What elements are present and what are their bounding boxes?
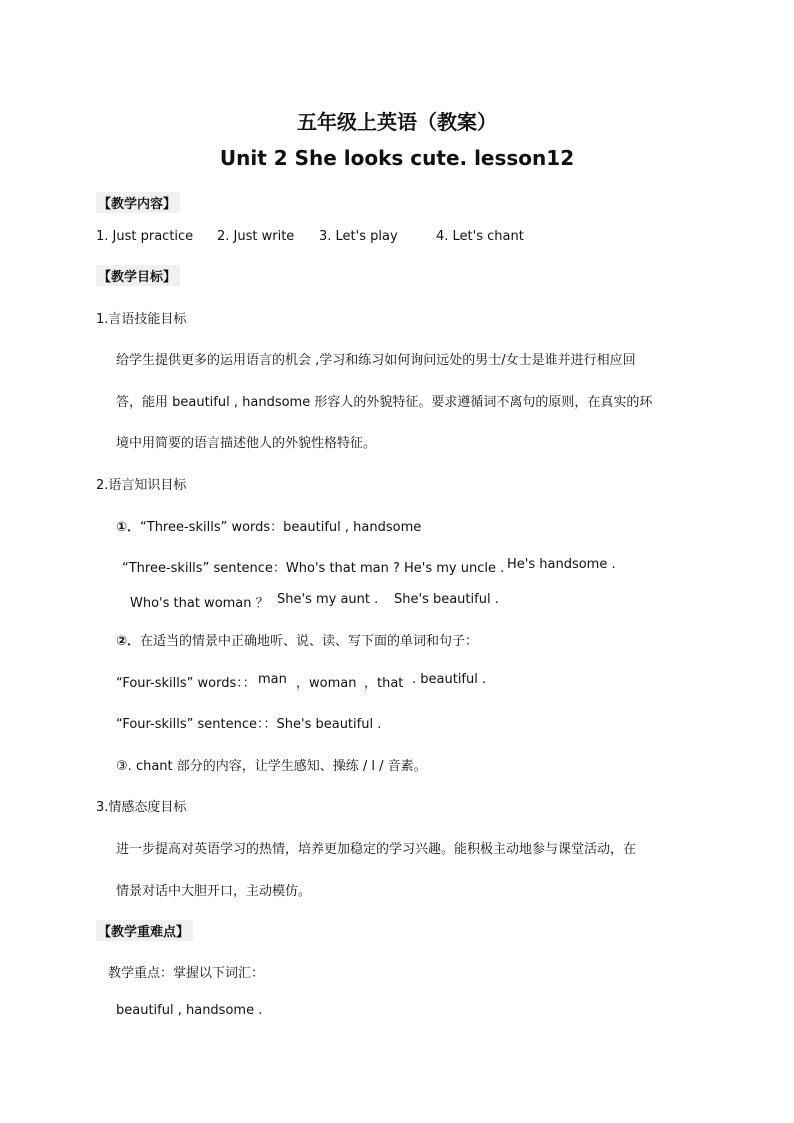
emotion-goal-line-2: 情景对话中大胆开口，主动模仿。 <box>116 884 312 899</box>
document-title-english: Unit 2 She looks cute. lesson12 <box>219 146 575 170</box>
key-points-line: 教学重点：掌握以下词汇： <box>108 966 265 981</box>
content-item-4: 4. Let's chant <box>436 229 524 244</box>
three-skills-words-line <box>116 516 421 535</box>
four-skills-words-label: “Four-skills” words：： <box>116 676 256 691</box>
list-marker-1: ①． <box>116 520 141 535</box>
four-skills-sentence: “Four-skills” sentence：：She's beautiful . <box>116 717 382 732</box>
skill-goal-title: 1.言语技能目标 <box>96 312 187 327</box>
four-skills-word-beautiful: . beautiful . <box>412 672 487 687</box>
three-skills-words: “Three-skills” words：beautiful , handsome <box>140 520 422 535</box>
list-marker-3: ③. <box>116 759 132 774</box>
key-words: beautiful , handsome . <box>116 1003 263 1018</box>
skill-goal-line-1: 给学生提供更多的运用语言的机会 ,学习和练习如何询问远处的男士/女士是谁并进行相应回 <box>116 353 636 368</box>
four-skills-word-man: man <box>258 672 287 687</box>
content-item-3: 3. Let's play <box>319 229 398 244</box>
three-skills-sentence-b: He's handsome . <box>507 557 616 572</box>
chant-goal-text: chant 部分的内容，让学生感知、操练 / l / 音素。 <box>135 759 427 774</box>
list-marker-2: ②． <box>116 634 141 649</box>
four-skills-word-woman: ，woman <box>296 676 357 691</box>
section-heading-goals: 【教学目标】 <box>96 265 180 286</box>
content-item-2: 2. Just write <box>217 229 295 244</box>
three-skills-sentence-d: She's my aunt . <box>277 592 379 607</box>
skill-goal-line-3: 境中用简要的语言描述他人的外貌性格特征。 <box>116 436 377 451</box>
four-skills-word-that: ，that <box>364 676 404 691</box>
three-skills-sentence-c: Who's that woman ？ <box>130 596 269 611</box>
four-skills-intro: 在适当的情景中正确地听、说、读、写下面的单词和句子： <box>140 634 479 649</box>
document-title-chinese: 五年级上英语（教案） <box>297 110 497 134</box>
knowledge-goal-title: 2.语言知识目标 <box>96 478 187 493</box>
content-item-1: 1. Just practice <box>96 229 194 244</box>
three-skills-sentence-a: “Three-skills” sentence：Who's that man ? He's my uncle . <box>122 561 505 576</box>
chant-goal-line <box>116 755 427 774</box>
section-heading-content: 【教学内容】 <box>96 192 180 213</box>
emotion-goal-title: 3.情感态度目标 <box>96 800 187 815</box>
three-skills-sentence-e: She's beautiful . <box>394 592 499 607</box>
skill-goal-line-2: 答，能用 beautiful , handsome 形容人的外貌特征。要求遵循词不离句的原则，在真实的环 <box>116 395 653 410</box>
emotion-goal-line-1: 进一步提高对英语学习的热情，培养更加稳定的学习兴趣。能积极主动地参与课堂活动，在 <box>116 842 637 857</box>
section-heading-key-points: 【教学重难点】 <box>96 920 193 941</box>
four-skills-intro-line <box>116 630 478 649</box>
